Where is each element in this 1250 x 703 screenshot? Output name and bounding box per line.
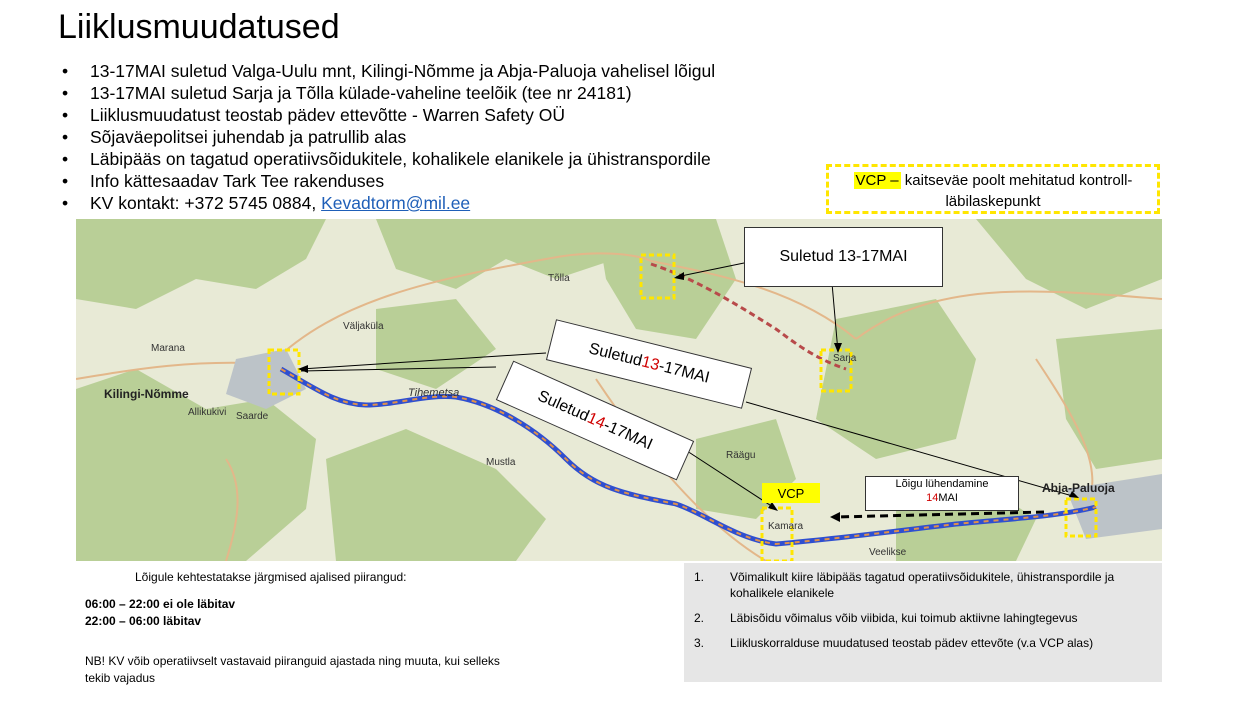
- place-label-marana: Marana: [151, 343, 185, 354]
- restrictions-note: NB! KV võib operatiivselt vastavaid piiranguid ajastada ning muuta, kui selleks tekib vajadus: [85, 654, 500, 685]
- bullet-item: • Liiklusmuudatust teostab pädev ettevõtte - Warren Safety OÜ: [62, 104, 715, 126]
- note-number: 3.: [694, 636, 705, 650]
- place-label-kilingi: Kilingi-Nõmme: [104, 387, 189, 401]
- restriction-line-open: 22:00 – 06:00 läbitav: [85, 614, 202, 628]
- bullet-item: • 13-17MAI suletud Sarja ja Tõlla külade-vaheline teelõik (tee nr 24181): [62, 82, 715, 104]
- page-title: Liiklusmuudatused: [58, 8, 340, 46]
- note-item: [684, 610, 1152, 626]
- note-number: 2.: [694, 611, 705, 625]
- note-text: Võimalikult kiire läbipääs tagatud operatiivsõidukitele, ühistranspordile ja kohalikele elanikele: [730, 570, 1115, 600]
- callout-13-red: 13: [639, 353, 662, 375]
- notes-list: [684, 563, 1162, 651]
- note-item: [684, 569, 1152, 601]
- bullet-item: • Läbipääs on tagatud operatiivsõidukitele, kohalikele elanikele ja ühistranspordile: [62, 148, 715, 170]
- vcp-legend-box: [826, 164, 1160, 214]
- shortening-line1: Lõigu lühendamine: [895, 478, 989, 490]
- shortening-red: 14: [926, 492, 939, 504]
- shortening-line2: [866, 491, 1018, 505]
- bullet-item: • 13-17MAI suletud Valga-Uulu mnt, Kilingi-Nõmme ja Abja-Paluoja vahelisel lõigul: [62, 60, 715, 82]
- contact-email-link[interactable]: Kevadtorm@mil.ee: [321, 193, 471, 213]
- bullet-item: • Sõjaväepolitsei juhendab ja patrullib alas: [62, 126, 715, 148]
- callout-suletud-top: Suletud 13-17MAI: [744, 227, 943, 287]
- vcp-map-tag: VCP: [762, 483, 820, 503]
- contact-phone: KV kontakt: +372 5745 0884,: [90, 193, 322, 213]
- place-label-veelikse: Veelikse: [869, 547, 907, 558]
- place-label-mustla: Mustla: [486, 457, 516, 468]
- restrictions-heading: Lõigule kehtestatakse järgmised ajalised piirangud:: [135, 570, 407, 584]
- shortening-suffix: MAI: [938, 492, 958, 504]
- place-label-saarde: Saarde: [236, 411, 269, 422]
- vcp-legend-tag: VCP –: [855, 172, 899, 189]
- note-item: [684, 635, 1152, 651]
- callout-14-red: 14: [584, 409, 609, 432]
- place-label-allikukivi: Allikukivi: [188, 407, 227, 418]
- bullet-item: • Info kättesaadav Tark Tee rakenduses: [62, 170, 715, 192]
- vcp-legend-text: kaitseväe poolt mehitatud kontroll-läbilaskepunkt: [900, 172, 1133, 210]
- place-label-kamara: Kamara: [768, 521, 804, 532]
- note-text: Liikluskorralduse muudatused teostab pädev ettevõte (v.a VCP alas): [730, 636, 1094, 650]
- callout-14-suffix: -17MAI: [601, 416, 656, 453]
- notes-panel: [684, 563, 1162, 682]
- place-label-raagu: Räägu: [726, 450, 756, 461]
- restriction-line-closed: 06:00 – 22:00 ei ole läbitav: [85, 597, 236, 611]
- note-number: 1.: [694, 570, 705, 584]
- place-label-tihemetsa: Tihemetsa: [408, 387, 460, 399]
- note-text: Läbisõidu võimalus võib viibida, kui toimub aktiivne lahingtegevus: [730, 611, 1078, 625]
- shortening-note-box: [865, 476, 1019, 511]
- callout-14-prefix: Suletud: [535, 387, 592, 425]
- callout-13-prefix: Suletud: [587, 340, 644, 370]
- place-label-tolla: Tõlla: [548, 273, 570, 284]
- place-label-abja: Abja-Paluoja: [1042, 481, 1115, 495]
- place-label-sarja: Sarja: [833, 353, 857, 364]
- callout-13-suffix: -17MAI: [656, 357, 712, 387]
- bullet-item-contact: [62, 192, 715, 214]
- place-label-valjakula: Väljaküla: [343, 321, 384, 332]
- info-bullet-list: [62, 60, 715, 214]
